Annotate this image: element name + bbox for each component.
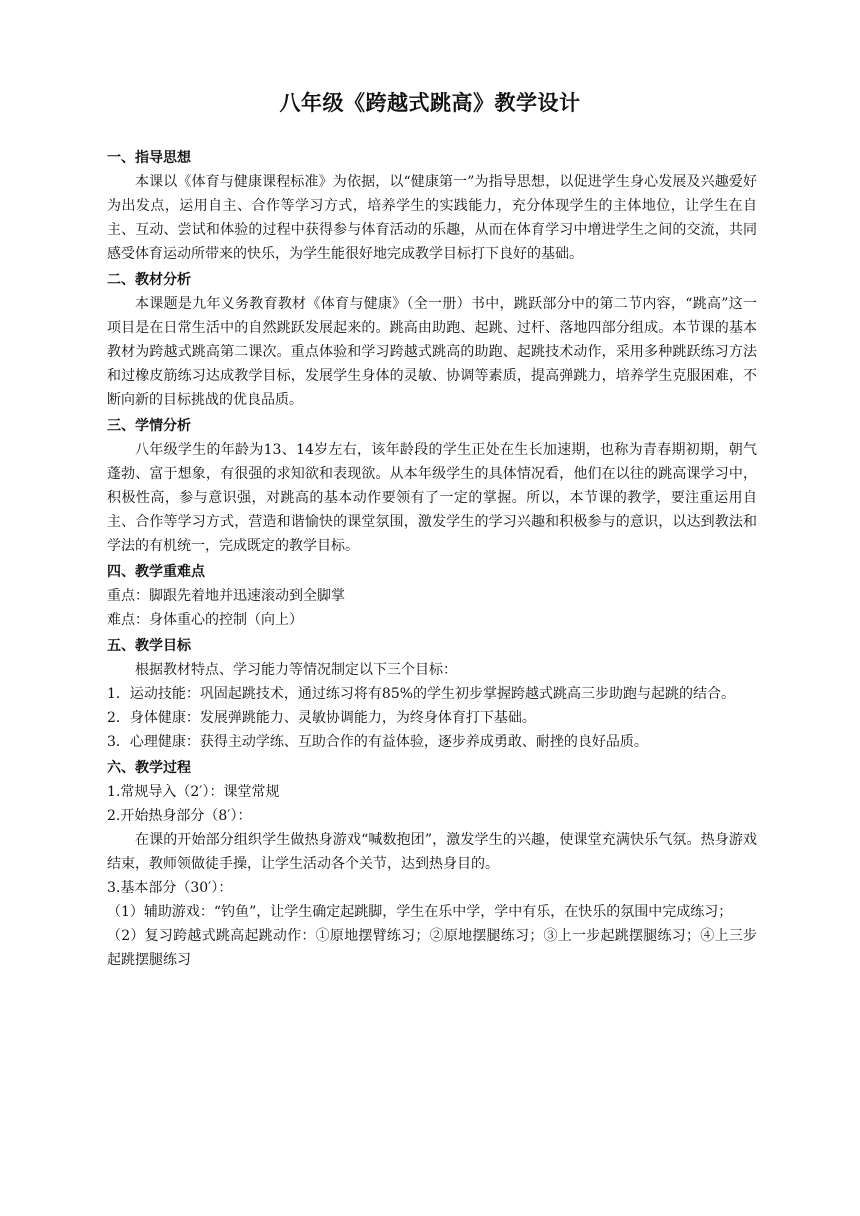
process-step-warmup: 2.开始热身部分（8′）：: [107, 808, 252, 824]
process-substep-game: （1）辅助游戏：“钓鱼”，让学生确定起跳脚，学生在乐中学，学中有乐，在快乐的氛围中完成练习；: [107, 904, 733, 920]
process-warmup-paragraph: 在课的开始部分组织学生做热身游戏“喊数抱团”，激发学生的兴趣，使课堂充满快乐气氛。热身游戏结束，教师领做徒手操，让学生活动各个关节，达到热身目的。: [107, 832, 757, 872]
section-paragraph-student-analysis: 八年级学生的年龄为13、14岁左右，该年龄段的学生正处在生长加速期，也称为青春期初期，朝气蓬勃、富于想象，有很强的求知欲和表现欲。从本年级学生的具体情况看，他们在以往的跳高课学习中，积极性高，参与意识强，对跳高的基本动作要领有了一定的掌握。所以，本节课的教学，要注重运用自主、合作等学习方式，营造和谐愉快的课堂氛围，激发学生的学习兴趣和积极参与的意识，以达到教法和学法的有机统一，完成既定的教学目标。: [107, 442, 757, 554]
section-heading-key-points: 四、教学重难点: [107, 564, 205, 580]
section-paragraph-material-analysis: 本课题是九年义务教育教材《体育与健康》（全一册）书中，跳跃部分中的第二节内容，“跳高”这一项目是在日常生活中的自然跳跃发展起来的。跳高由助跑、起跳、过杆、落地四部分组成。本节课的基本教材为跨越式跳高第二课次。重点体验和学习跨越式跳高的助跑、起跳技术动作，采用多种跳跃练习方法和过橡皮筋练习达成教学目标，发展学生身体的灵敏、协调等素质，提高弹跳力，培养学生克服困难，不断向新的目标挑战的优良品质。: [107, 296, 757, 408]
objective-item: 2．身体健康：发展弹跳能力、灵敏协调能力，为终身体育打下基础。: [107, 710, 536, 726]
objective-item: 1．运动技能：巩固起跳技术，通过练习将有85%的学生初步掌握跨越式跳高三步助跑与起跳的结合。: [107, 686, 736, 702]
key-point-line: 重点：脚跟先着地并迅速滚动到全脚掌: [107, 588, 345, 604]
section-heading-guiding-thought: 一、指导思想: [107, 150, 191, 166]
process-step-intro: 1.常规导入（2′）：课堂常规: [107, 784, 280, 800]
section-heading-objectives: 五、教学目标: [107, 638, 191, 654]
document-title: 八年级《跨越式跳高》教学设计: [279, 91, 581, 115]
section-heading-material-analysis: 二、教材分析: [107, 272, 191, 288]
section-paragraph-guiding-thought: 本课以《体育与健康课程标准》为依据，以“健康第一”为指导思想，以促进学生身心发展及兴趣爱好为出发点，运用自主、合作等学习方式，培养学生的实践能力，充分体现学生的主体地位，让学生在自主、互动、尝试和体验的过程中获得参与体育活动的乐趣，从而在体育学习中增进学生之间的交流，共同感受体育运动所带来的快乐，为学生能很好地完成教学目标打下良好的基础。: [107, 174, 757, 262]
section-heading-teaching-process: 六、教学过程: [107, 760, 191, 776]
section-heading-student-analysis: 三、学情分析: [107, 418, 191, 434]
process-substep-review: （2）复习跨越式跳高起跳动作：①原地摆臂练习；②原地摆腿练习；③上一步起跳摆腿练习；④上三步起跳摆腿练习: [107, 928, 757, 968]
objectives-intro: 根据教材特点、学习能力等情况制定以下三个目标：: [135, 662, 457, 678]
process-step-main: 3.基本部分（30′）：: [107, 880, 233, 896]
objective-item: 3．心理健康：获得主动学练、互助合作的有益体验，逐步养成勇敢、耐挫的良好品质。: [107, 734, 648, 750]
document-body: [107, 146, 757, 972]
difficulty-line: 难点：身体重心的控制（向上）: [107, 612, 303, 628]
